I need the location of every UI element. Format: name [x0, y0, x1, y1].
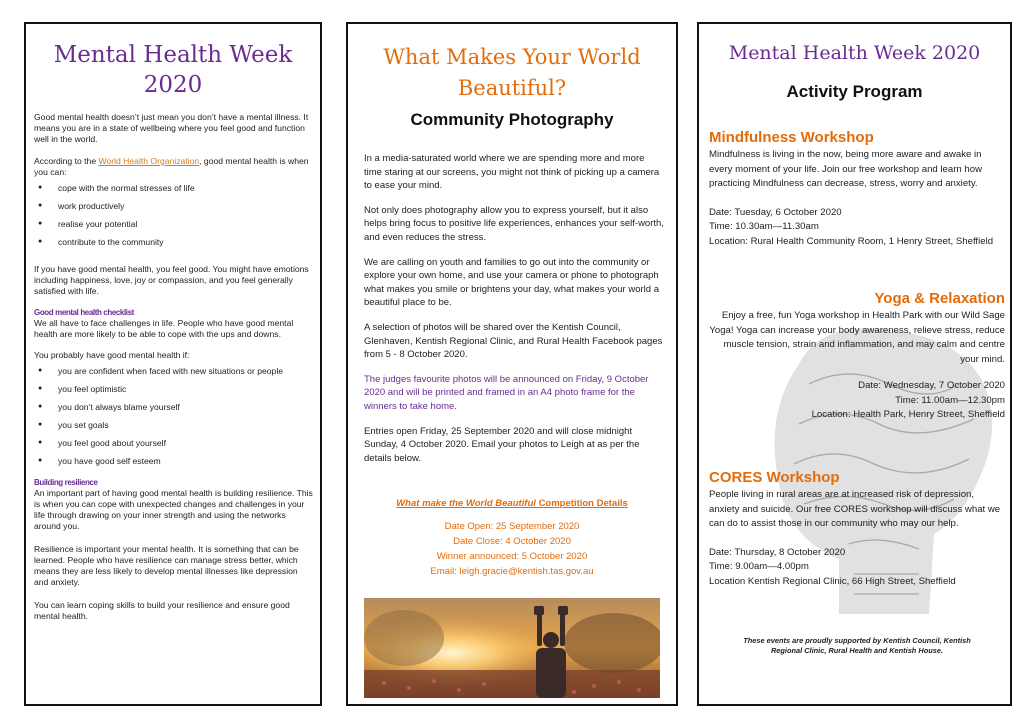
list-item: ● contribute to the community — [34, 236, 314, 254]
date-close: Date Close: 4 October 2020 — [453, 536, 571, 547]
panel3-subtitle: Activity Program — [786, 82, 923, 101]
photo-paragraph-2: Not only does photography allow you to express yourself, but it also helps bring focus to positive life experiences, enhances your self-worth, and even reduces the stress. — [364, 204, 664, 243]
closing-text: You can learn coping skills to build your resilience and ensure good mental health. — [34, 600, 290, 621]
mindfulness-time: Time: 10.30am—11.30am — [709, 221, 819, 232]
yoga-date: Date: Wednesday, 7 October 2020 — [858, 380, 1005, 391]
cores-date: Date: Thursday, 8 October 2020 — [709, 546, 846, 558]
mindfulness-text: Mindfulness is living in the now, being more aware and awake in every moment of your life. Join our free workshop and learn how practicing Mindfulness can decrease, stress, worry and anxiety. — [709, 149, 983, 189]
panel-community-photography — [346, 22, 678, 706]
mindfulness-location: Location: Rural Health Community Room, 1 Henry Street, Sheffield — [709, 235, 994, 247]
contact-email: Email: leigh.gracie@kentish.tas.gov.au — [430, 566, 594, 577]
photo-paragraph-3: We are calling on youth and families to go out into the community or explore your own home, and use your camera or phone to photograph what makes you smile or brightens your day, what makes your world a beautiful place to be. — [364, 256, 659, 309]
yoga-time: Time: 11.00am—12.30pm — [895, 394, 1005, 406]
yoga-text: Enjoy a free, fun Yoga workshop in Health Park with our Wild Sage Yoga! Yoga can increase your body awareness, relieve stress, reduce muscle tension, strain and inflammation, and may calm and centre your mind. — [709, 310, 1005, 365]
panel2-title-line1: What Makes Your World — [383, 45, 641, 69]
who-paragraph: According to the World Health Organization, good mental health is when you can: — [34, 156, 309, 177]
cores-title: CORES Workshop — [709, 469, 840, 486]
panel-activity-program — [697, 22, 1012, 706]
checklist-heading: Good mental health checklist — [34, 308, 134, 317]
list-item: ● work productively — [34, 200, 314, 218]
list-item: ● you don’t always blame yourself — [34, 401, 314, 419]
who-link[interactable]: World Health Organization — [98, 156, 200, 166]
list-item: ● realise your potential — [34, 218, 314, 236]
panel3-title: Mental Health Week 2020 — [728, 42, 981, 64]
photo-paragraph-1: In a media-saturated world where we are spending more and more time staring at our screens, you might not think of picking up a camera to ease your mind. — [364, 153, 660, 192]
list-item: ● you feel good about yourself — [34, 437, 314, 455]
panel2-subtitle: Community Photography — [410, 110, 614, 129]
photo-paragraph-5: The judges favourite photos will be announced on Friday, 9 October 2020 and will be printed and framed in an A4 photo frame for the winners to take home. — [364, 373, 649, 412]
date-open: Date Open: 25 September 2020 — [444, 521, 580, 532]
resilience-text-2: Resilience is important your mental health. It is something that can be learned. People who have resilience can manage stress better, which means they are less likely to develop mental illnesses like depression and anxiety. — [34, 544, 299, 587]
resilience-heading: Building resilience — [34, 478, 98, 487]
panel1-title-line2: 2020 — [143, 72, 203, 98]
panel1-title-line1: Mental Health Week — [53, 42, 293, 68]
probably-text: You probably have good mental health if: — [34, 350, 190, 360]
cores-location: Location Kentish Regional Clinic, 66 High Street, Sheffield — [709, 575, 956, 587]
feel-good-paragraph: If you have good mental health, you feel good. You might have emotions including happiness, love, joy or compassion, and you feel generally satisfied with life. — [34, 264, 309, 296]
list-item: ● you set goals — [34, 419, 314, 437]
intro-paragraph: Good mental health doesn’t just mean you don’t have a mental illness. It means you are in a state of wellbeing where you feel good and function well in the world. — [34, 112, 309, 144]
mindfulness-date: Date: Tuesday, 6 October 2020 — [709, 206, 842, 218]
checklist-text: We all have to face challenges in life. People who have good mental health are more likely to be able to cope with the ups and downs. — [34, 318, 294, 339]
sponsors-footer: These events are proudly supported by Kentish Council, Kentish Regional Clinic, Rural Health and Kentish House. — [743, 636, 971, 655]
cores-text: People living in rural areas are at increased risk of depression, anxiety and suicide. Our free CORES workshop will discuss what we can do to assist those in our community who may our help. — [709, 489, 1001, 529]
photo-paragraph-4: A selection of photos will be shared over the Kentish Council, Glenhaven, Kentish Regional Clinic, and Rural Health Facebook pages from 5 - 8 October 2020. — [364, 321, 663, 361]
list-item: ● cope with the normal stresses of life — [34, 182, 314, 200]
sunset-photo — [364, 598, 660, 698]
panel2-title-line2: Beautiful? — [457, 76, 567, 100]
competition-details-title: What make the World Beautiful Competition Details — [396, 498, 628, 509]
mindfulness-title: Mindfulness Workshop — [709, 129, 874, 146]
list-item: ● you are confident when faced with new situations or people — [34, 365, 314, 383]
list-item: ● you have good self esteem — [34, 455, 314, 473]
yoga-location: Location: Health Park, Henry Street, Sheffield — [811, 409, 1005, 420]
yoga-title: Yoga & Relaxation — [874, 290, 1005, 307]
panel-mental-health-info — [24, 22, 322, 706]
winner-announced: Winner announced: 5 October 2020 — [436, 551, 588, 562]
cores-time: Time: 9.00am—4.00pm — [709, 561, 809, 572]
list-item: ● you feel optimistic — [34, 383, 314, 401]
resilience-text: An important part of having good mental health is building resilience. This is when you can cope with unexpected changes and challenges in your life through drawing on your inner strength and using the networks around you. — [34, 488, 313, 531]
photo-paragraph-6: Entries open Friday, 25 September 2020 and will close midnight Sunday, 4 October 2020. Email your photos to Leigh at as per the details below. — [364, 425, 640, 464]
